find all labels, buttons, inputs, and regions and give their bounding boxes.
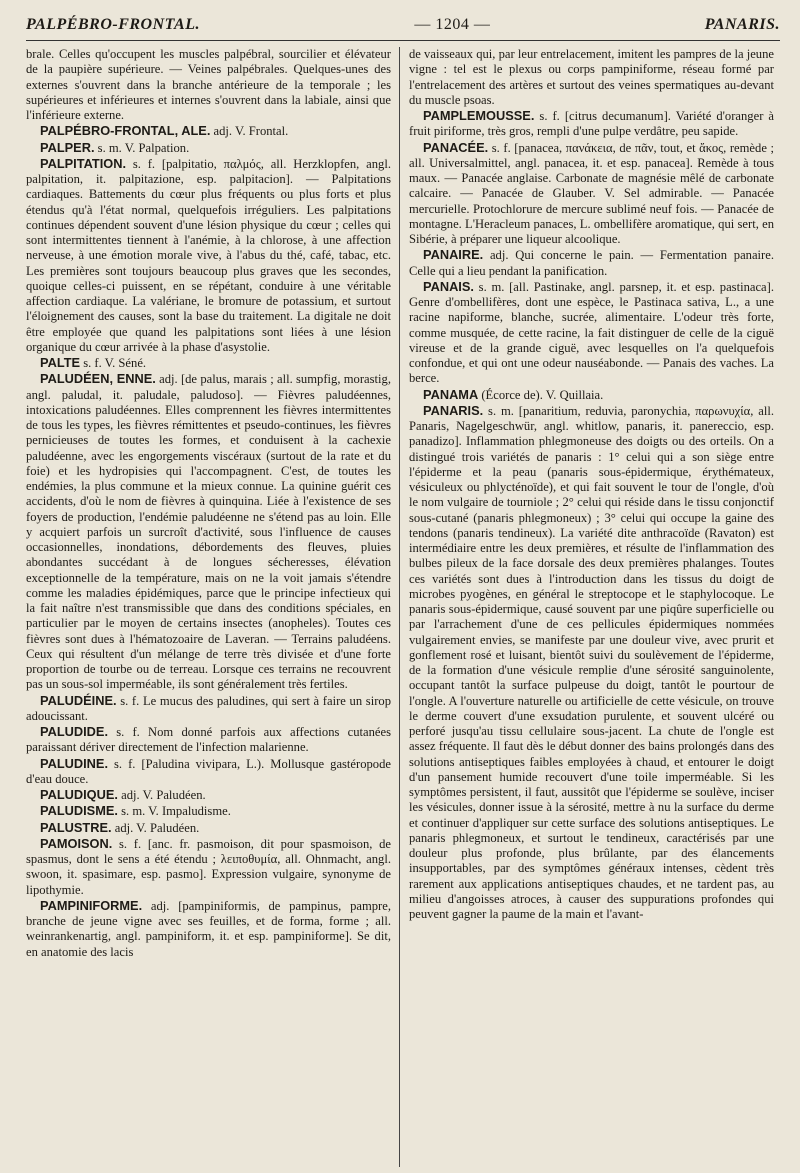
entry-text: s. f. Le mucus des paludines, qui sert à faire un sirop adoucissant. (26, 693, 391, 723)
entry-text: brale. Celles qu'occupent les muscles palpébral, sourcilier et élévateur de la paupière supérieure. — Veines palpébrales. Quelques-unes des externes s'ouvrent dans la branche antérieure de la temporale ; les supérieures et inférieures et internes s'ouvrent dans la labiale, ainsi que l'inférieure externe. (26, 47, 391, 122)
headword: PAMPLEMOUSSE. (423, 108, 535, 123)
dictionary-entry (26, 836, 391, 898)
headword: PALUDIQUE. (40, 787, 118, 802)
dictionary-entry (26, 756, 391, 788)
dictionary-entry (409, 47, 774, 108)
header-right-word: PANARIS. (704, 16, 780, 33)
dictionary-entry (409, 108, 774, 140)
dictionary-entry (26, 123, 391, 139)
entry-text: adj. Qui concerne le pain. — Fermentation panaire. Celle qui a lieu pendant la panification. (409, 248, 774, 278)
dictionary-entry (26, 820, 391, 836)
dictionary-entry (26, 724, 391, 756)
headword: PALPITATION. (40, 155, 127, 171)
entry-text: adj. [de palus, marais ; all. sumpfig, morastig, angl. paludal, it. paludale, paludoso]. — Fièvres paludéennes, intoxications paludéennes. Elles comprennent les fièvres intermittentes de tous les types, les fièvres rémittentes et pseudo-continues, les fièvres pernicieuses de toutes les formes, et conduisent à la cachexie paludéenne, avec les engorgements viscéraux (surtout de la rate et du foie) et les hydropisies qui l'accompagnent. C'est, de toutes les endémies, la plus commune et la mieux connue. La quinine guérit ces accidents, d'où le nom de fièvres à quinquina. Liée à l'existence de ses foyers de production, l'endémie paludéenne ne s'étend pas au loin. Elle y acquiert parfois un surcroît d'activité, sous l'influence de causes occasionnelles, inondations, débordements des fleuves, pluies abondantes succédant à de longues sécheresses, élévation exceptionnelle de la température, mais on ne la voit jamais s'étendre comme les maladies épidémiques, parce que le principe infectieux qui la fait naître n'est transmissible que dans des conditions spéciales, en particulier par le moyen de certains insectes (anopheles). Toutes ces fièvres sont dues à l'hématozoaire de Laveran. — Terrains paludéens. Ceux qui résultent d'un mélange de terre très divisée et d'une forte proportion de tourbe ou de terreau. Lorsque ces terrains ne recouvrent pas un sous-sol imperméable, ils sont généralement très fertiles. (26, 372, 391, 692)
headword: PANAIRE. (423, 247, 484, 263)
headword: PALUDISME. (40, 803, 118, 819)
entry-text: adj. V. Frontal. (210, 124, 289, 139)
dictionary-entry (409, 387, 774, 403)
dictionary-entry (26, 47, 391, 123)
entry-text: adj. [pampiniformis, de pampinus, pampre, branche de jeune vigne avec ses feuilles, et de forma, forme ; all. weinrankenartig, angl. pampiniform, it. et esp. pampiniforme]. Se dit, en anatomie des lacis (26, 898, 391, 959)
entry-text: s. f. [citrus decumanum]. Variété d'oranger à fruit piriforme, très gros, rempli d'une pulpe verdâtre, peu sapide. (409, 109, 774, 139)
headword: PANAMA (423, 386, 479, 402)
headword: PANAIS. (423, 278, 474, 294)
dictionary-entry (26, 371, 391, 692)
headword: PALPER. (40, 139, 95, 155)
headword: PALTE (40, 355, 81, 370)
entry-text: s. m. V. Impaludisme. (117, 804, 231, 819)
header-left-word: PALPÉBRO-FRONTAL. (26, 16, 200, 33)
dictionary-entry (26, 898, 391, 960)
left-column (26, 47, 400, 1167)
entry-text: s. f. [Paludina vivipara, L.). Mollusque gastéropode d'eau douce. (26, 756, 391, 786)
dictionary-entry (26, 140, 391, 156)
entry-text: adj. V. Paludéen. (117, 788, 206, 802)
headword: PANACÉE. (423, 139, 489, 155)
page-number: — 1204 — (414, 16, 491, 33)
dictionary-entry (409, 279, 774, 387)
dictionary-entry (26, 693, 391, 725)
entry-text: de vaisseaux qui, par leur entrelacement, imitent les pampres de la jeune vigne : tel est le plexus ou corps pampiniforme, réseau formé par l'entrelacement des artères et surtout des veines spermatiques au-devant du muscle psoas. (409, 47, 774, 107)
headword: PALUDÉEN, ENNE. (40, 371, 156, 387)
headword: PALUDÉINE. (40, 692, 117, 708)
dictionary-entry (26, 355, 391, 371)
headword: PAMOISON. (40, 835, 113, 851)
entry-text: adj. V. Paludéen. (111, 820, 200, 835)
entry-text: s. m. [all. Pastinake, angl. parsnep, it. et esp. pastinaca]. Genre d'ombellifères, dont une espèce, le Pastinaca sativa, L., a une racine napiforme, blanche, sucrée, alimentaire. L'odeur très forte, comme musquée, de cette racine, la fait distinguer de celle de la ciguë vireuse et de la grande ciguë, avec lesquelles on l'a quelquefois confondue, et qui ont une odeur nauséabonde. — Panais des vaches. La berce. (409, 279, 774, 386)
entry-text: s. m. [panaritium, reduvia, paronychia, παρωνυχία, all. Panaris, Nagelgeschwür, angl. whitlow, panaris, it. panereccio, esp. panadizo]. Inflammation phlegmoneuse des doigts ou des orteils. On a distingué trois variétés de panaris : 1° celui qui a son siège entre l'épiderme et la peau (panaris sous-épidermique, érythémateux, vésiculeux ou phlycténoïde), et qui fait souvent le tour de l'ongle, d'où le nom vulgaire de tourniole ; 2° celui qui réside dans le tissu conjonctif sous-cutané (panaris phlegmoneux) ; 3° celui qui occupe la gaine des tendons (panaris tendineux). La variété dite anthracoïde (Ravaton) est intermédiaire entre les deux premières, et résulte de l'inflammation des bulbes pileux de la face dorsale des deux premières phalanges. Toutes ces variétés sont dues à l'introduction dans les tissus du doigt de microbes pyogènes, en général le streptocope et le staphylocoque. Le panaris sous-épidermique, causé souvent par une piqûre superficielle ou par l'arrachement d'une de ces pellicules épidermiques nommées vulgairement envies, se manifeste par une douleur vive, avec prurit et gonflement rosé et luisant, bientôt suivi du soulèvement de l'épiderme, de la formation d'une vésicule remplie d'une sérosité sanguinolente, occupant tantôt la surface pulpeuse du doigt, tantôt le pourtour de l'ongle. A l'ouverture naturelle ou artificielle de cette vésicule, on trouve le derme couvert d'une exsudation purulente, et souvent ulcéré ou perforé jusqu'au tissu cellulaire sous-jacent. La chute de l'ongle est assez fréquente. Il faut dès le début donner des bains prolongés dans des solutions antiseptiques faibles employées à chaud, et entourer le doigt d'un pansement humide recouvert d'une toile imperméable. Si les symptômes persistent, il faut, aussitôt que l'épiderme se soulève, inciser les vésicules, donner issue à la sérosité, mettre à nu la surface du derme et continuer d'appliquer sur cette surface des solutions antiseptiques. Le panaris phlegmoneux, et surtout le tendineux, caractérisés par une douleur plus profonde, plus brûlante, par des élancements insupportables, par des symptômes généraux intenses, cèdent très rarement aux applications antiseptiques chaudes, et ne tardent pas, au milieu d'angoisses atroces, à causer des suppurations profondes qui peuvent gagner la paume de la main et l'avant- (409, 403, 774, 921)
entry-text: s. m. V. Palpation. (94, 140, 190, 155)
headword: PALUDIDE. (40, 724, 109, 739)
headword: PALUDINE. (40, 755, 109, 771)
headword: PALPÉBRO-FRONTAL, ALE. (40, 123, 211, 139)
entry-text: s. f. [panacea, πανάκεια, de πᾶν, tout, et ἄκος, remède ; all. Universalmittel, angl. panacea, it. et esp. panacea]. Remède à tous maux. — Panacée anglaise. Carbonate de magnésie mêlé de carbonate calcaire. — Panacée de Glauber. V. Sel admirable. — Panacée mercurielle. Protochlorure de mercure sublimé neuf fois. — Panacée de montagne. L'Heracleum panaces, L. ombellifère aromatique, qui sert, en Sibérie, à préparer une liqueur alcoolique. (409, 140, 774, 246)
headword: PAMPINIFORME. (40, 897, 143, 913)
entry-text: s. f. V. Séné. (80, 356, 147, 370)
dictionary-entry (26, 787, 391, 803)
dictionary-entry (409, 247, 774, 279)
text-columns (26, 47, 780, 1167)
entry-text: s. f. Nom donné parfois aux affections cutanées paraissant dériver directement de l'infection malarienne. (26, 725, 391, 755)
headword: PANARIS. (423, 402, 484, 418)
entry-text: s. f. [anc. fr. pasmoison, dit pour spasmoison, de spasmus, dont le sens a été étendu ; λειποθυμία, all. Ohnmacht, angl. swoon, it. spasimare, esp. pasmo]. Expression vulgaire, synonyme de lipothymie. (26, 836, 391, 897)
dictionary-entry (409, 403, 774, 923)
entry-text: (Écorce de). V. Quillaia. (478, 387, 604, 402)
entry-text: s. f. [palpitatio, παλμός, all. Herzklopfen, angl. palpitation, it. palpitazione, esp. palpitacion]. — Palpitations cardiaques. Battements du cœur plus fréquents ou plus forts et plus étendus qu'à l'état normal, quelquefois irréguliers. Les palpitations continues dépendent souvent d'une lésion physique du cœur ; celles qui sont intermittentes tiennent à l'anémie, à la chlorose, à une affection nerveuse, à une émotion morale vive, à l'abus du thé, café, tabac, etc. Les premières sont toujours beaucoup plus graves que les secondes, quoique celles-ci puissent, en se répétant, conduire à une véritable affection cardiaque. La valériane, le bromure de potassium, et surtout l'éloignement des causes, sont la base du traitement. La digitale ne doit être employée que quand les palpitations sont liées à une lésion organique du cœur arrivée à la phase d'asystolie. (26, 156, 391, 354)
running-header (26, 16, 780, 41)
dictionary-entry (26, 803, 391, 819)
headword: PALUSTRE. (40, 819, 112, 835)
dictionary-entry (409, 140, 774, 248)
right-column (400, 47, 774, 1167)
dictionary-entry (26, 156, 391, 355)
